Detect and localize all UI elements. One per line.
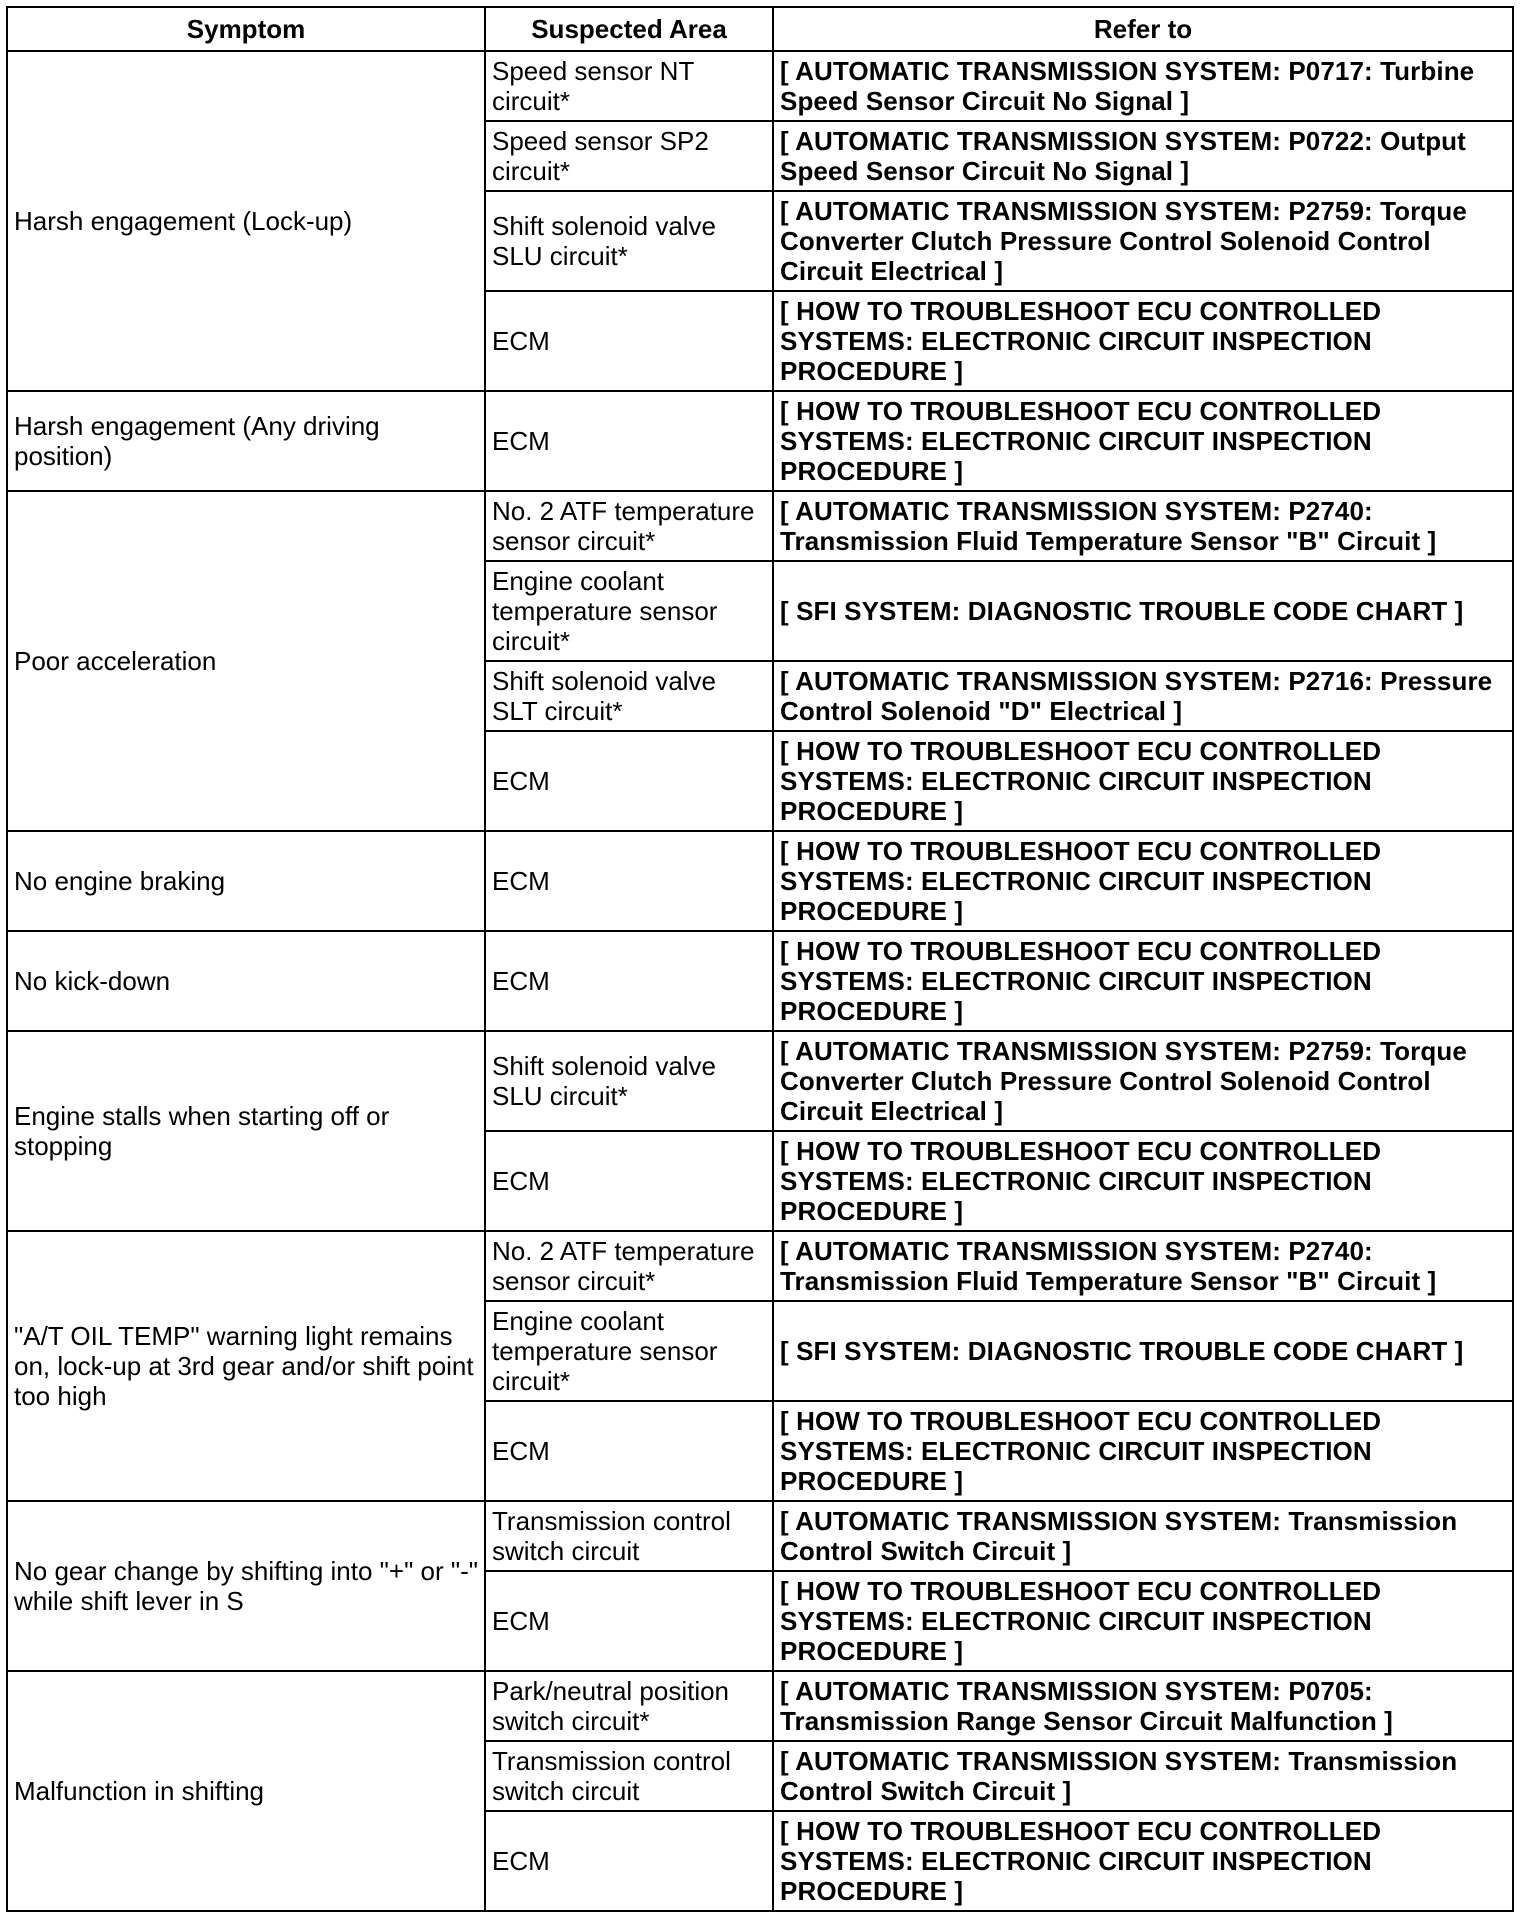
- symptom-cell: No engine braking: [7, 831, 485, 931]
- header-refer-to: Refer to: [773, 7, 1513, 51]
- table-row: [7, 391, 1513, 491]
- suspected-area-cell: Shift solenoid valve SLU circuit*: [485, 191, 773, 291]
- refer-link[interactable]: [ AUTOMATIC TRANSMISSION SYSTEM: P0722: Output Speed Sensor Circuit No Signal ]: [773, 121, 1513, 191]
- symptom-cell: Poor acceleration: [7, 491, 485, 831]
- suspected-area-cell: ECM: [485, 731, 773, 831]
- refer-link[interactable]: [ AUTOMATIC TRANSMISSION SYSTEM: Transmission Control Switch Circuit ]: [773, 1741, 1513, 1811]
- symptom-cell: Harsh engagement (Lock-up): [7, 51, 485, 391]
- suspected-area-cell: ECM: [485, 1401, 773, 1501]
- suspected-area-cell: Park/neutral position switch circuit*: [485, 1671, 773, 1741]
- refer-link[interactable]: [ AUTOMATIC TRANSMISSION SYSTEM: P0705: Transmission Range Sensor Circuit Malfunction ]: [773, 1671, 1513, 1741]
- table-row: [7, 491, 1513, 561]
- table-row: [7, 51, 1513, 121]
- symptom-cell: Harsh engagement (Any driving position): [7, 391, 485, 491]
- suspected-area-cell: No. 2 ATF temperature sensor circuit*: [485, 1231, 773, 1301]
- table-row: [7, 1231, 1513, 1301]
- refer-link[interactable]: [ AUTOMATIC TRANSMISSION SYSTEM: P2716: Pressure Control Solenoid "D" Electrical ]: [773, 661, 1513, 731]
- suspected-area-cell: ECM: [485, 391, 773, 491]
- refer-link[interactable]: [ HOW TO TROUBLESHOOT ECU CONTROLLED SYSTEMS: ELECTRONIC CIRCUIT INSPECTION PROCEDURE ]: [773, 1811, 1513, 1911]
- refer-link[interactable]: [ HOW TO TROUBLESHOOT ECU CONTROLLED SYSTEMS: ELECTRONIC CIRCUIT INSPECTION PROCEDURE ]: [773, 1571, 1513, 1671]
- table-row: [7, 831, 1513, 931]
- suspected-area-cell: Engine coolant temperature sensor circuit*: [485, 561, 773, 661]
- suspected-area-cell: ECM: [485, 931, 773, 1031]
- suspected-area-cell: Transmission control switch circuit: [485, 1741, 773, 1811]
- symptom-cell: Engine stalls when starting off or stopping: [7, 1031, 485, 1231]
- suspected-area-cell: Speed sensor NT circuit*: [485, 51, 773, 121]
- refer-link[interactable]: [ HOW TO TROUBLESHOOT ECU CONTROLLED SYSTEMS: ELECTRONIC CIRCUIT INSPECTION PROCEDURE ]: [773, 291, 1513, 391]
- refer-link[interactable]: [ HOW TO TROUBLESHOOT ECU CONTROLLED SYSTEMS: ELECTRONIC CIRCUIT INSPECTION PROCEDURE ]: [773, 931, 1513, 1031]
- refer-link[interactable]: [ AUTOMATIC TRANSMISSION SYSTEM: P2740: Transmission Fluid Temperature Sensor "B" Circuit ]: [773, 491, 1513, 561]
- refer-link[interactable]: [ HOW TO TROUBLESHOOT ECU CONTROLLED SYSTEMS: ELECTRONIC CIRCUIT INSPECTION PROCEDURE ]: [773, 731, 1513, 831]
- header-row: [7, 7, 1513, 51]
- table-row: [7, 931, 1513, 1031]
- symptom-cell: "A/T OIL TEMP" warning light remains on, lock-up at 3rd gear and/or shift point too high: [7, 1231, 485, 1501]
- header-suspected-area: Suspected Area: [485, 7, 773, 51]
- suspected-area-cell: No. 2 ATF temperature sensor circuit*: [485, 491, 773, 561]
- refer-link[interactable]: [ AUTOMATIC TRANSMISSION SYSTEM: P0717: Turbine Speed Sensor Circuit No Signal ]: [773, 51, 1513, 121]
- refer-link[interactable]: [ HOW TO TROUBLESHOOT ECU CONTROLLED SYSTEMS: ELECTRONIC CIRCUIT INSPECTION PROCEDURE ]: [773, 1131, 1513, 1231]
- table-row: [7, 1671, 1513, 1741]
- table-row: [7, 1031, 1513, 1131]
- symptom-cell: No kick-down: [7, 931, 485, 1031]
- suspected-area-cell: ECM: [485, 1571, 773, 1671]
- refer-link[interactable]: [ AUTOMATIC TRANSMISSION SYSTEM: P2740: Transmission Fluid Temperature Sensor "B" Circuit ]: [773, 1231, 1513, 1301]
- suspected-area-cell: Shift solenoid valve SLT circuit*: [485, 661, 773, 731]
- refer-link[interactable]: [ HOW TO TROUBLESHOOT ECU CONTROLLED SYSTEMS: ELECTRONIC CIRCUIT INSPECTION PROCEDURE ]: [773, 391, 1513, 491]
- suspected-area-cell: ECM: [485, 291, 773, 391]
- refer-link[interactable]: [ AUTOMATIC TRANSMISSION SYSTEM: P2759: Torque Converter Clutch Pressure Control Solenoid Control Circuit Electrical ]: [773, 1031, 1513, 1131]
- refer-link[interactable]: [ HOW TO TROUBLESHOOT ECU CONTROLLED SYSTEMS: ELECTRONIC CIRCUIT INSPECTION PROCEDURE ]: [773, 831, 1513, 931]
- table-row: [7, 1501, 1513, 1571]
- symptom-cell: No gear change by shifting into "+" or "-" while shift lever in S: [7, 1501, 485, 1671]
- refer-link[interactable]: [ AUTOMATIC TRANSMISSION SYSTEM: P2759: Torque Converter Clutch Pressure Control Solenoid Control Circuit Electrical ]: [773, 191, 1513, 291]
- suspected-area-cell: Engine coolant temperature sensor circuit*: [485, 1301, 773, 1401]
- header-symptom: Symptom: [7, 7, 485, 51]
- suspected-area-cell: Transmission control switch circuit: [485, 1501, 773, 1571]
- refer-link[interactable]: [ HOW TO TROUBLESHOOT ECU CONTROLLED SYSTEMS: ELECTRONIC CIRCUIT INSPECTION PROCEDURE ]: [773, 1401, 1513, 1501]
- refer-link[interactable]: [ AUTOMATIC TRANSMISSION SYSTEM: Transmission Control Switch Circuit ]: [773, 1501, 1513, 1571]
- suspected-area-cell: ECM: [485, 1131, 773, 1231]
- suspected-area-cell: ECM: [485, 831, 773, 931]
- refer-link[interactable]: [ SFI SYSTEM: DIAGNOSTIC TROUBLE CODE CHART ]: [773, 1301, 1513, 1401]
- symptom-cell: Malfunction in shifting: [7, 1671, 485, 1911]
- suspected-area-cell: Speed sensor SP2 circuit*: [485, 121, 773, 191]
- suspected-area-cell: ECM: [485, 1811, 773, 1911]
- suspected-area-cell: Shift solenoid valve SLU circuit*: [485, 1031, 773, 1131]
- troubleshooting-table: [6, 6, 1514, 1912]
- refer-link[interactable]: [ SFI SYSTEM: DIAGNOSTIC TROUBLE CODE CHART ]: [773, 561, 1513, 661]
- document-page: [6, 6, 1514, 1912]
